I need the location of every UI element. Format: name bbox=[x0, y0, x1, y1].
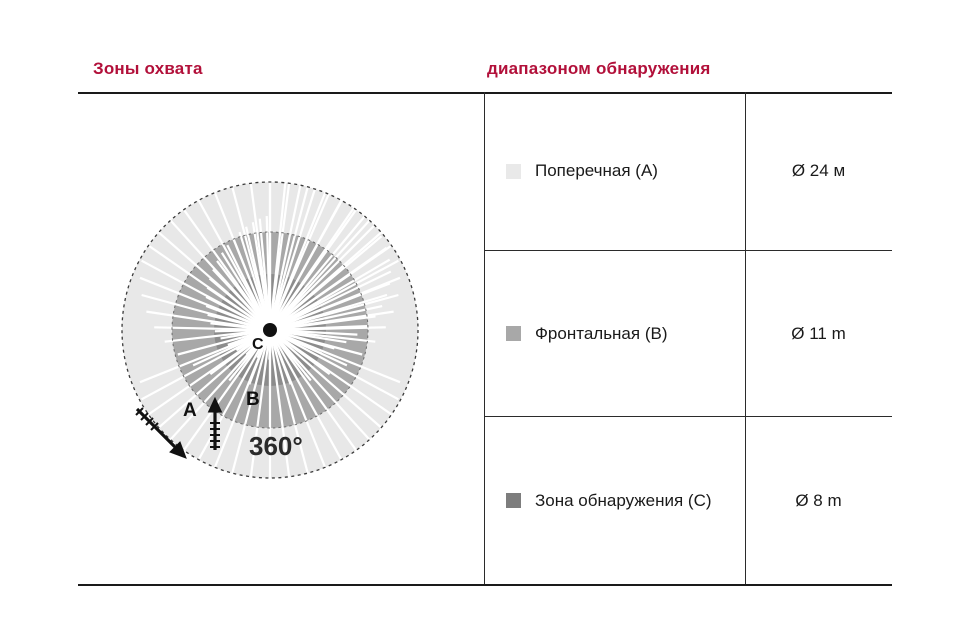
legend-label-transverse: Поперечная (A) bbox=[535, 161, 658, 180]
diagram-label-angle: 360° bbox=[249, 431, 303, 461]
diagram-label-a: A bbox=[183, 400, 197, 421]
bottom-divider bbox=[78, 584, 892, 586]
legend-label-detection: Зона обнаружения (C) bbox=[535, 490, 712, 510]
legend-label-frontal: Фронтальная (B) bbox=[535, 323, 668, 343]
legend-swatch-detection bbox=[506, 493, 521, 508]
diagram-label-b: B bbox=[246, 389, 260, 410]
page-title-detection-range: диапазоном обнаружения bbox=[487, 59, 711, 78]
legend-row-1-value: Ø 24 м bbox=[791, 161, 846, 180]
legend-swatch-transverse bbox=[506, 164, 521, 179]
legend-row-3-value: Ø 8 m bbox=[795, 490, 842, 510]
legend-row-2-value: Ø 11 m bbox=[791, 323, 846, 343]
diagram-label-c: C bbox=[252, 336, 264, 353]
legend-row-3-label bbox=[484, 417, 745, 584]
page-title-coverage-zones: Зоны охвата bbox=[93, 59, 203, 78]
legend-row-1-label bbox=[484, 92, 745, 250]
legend-swatch-frontal bbox=[506, 326, 521, 341]
legend-row-2-label bbox=[484, 251, 745, 416]
